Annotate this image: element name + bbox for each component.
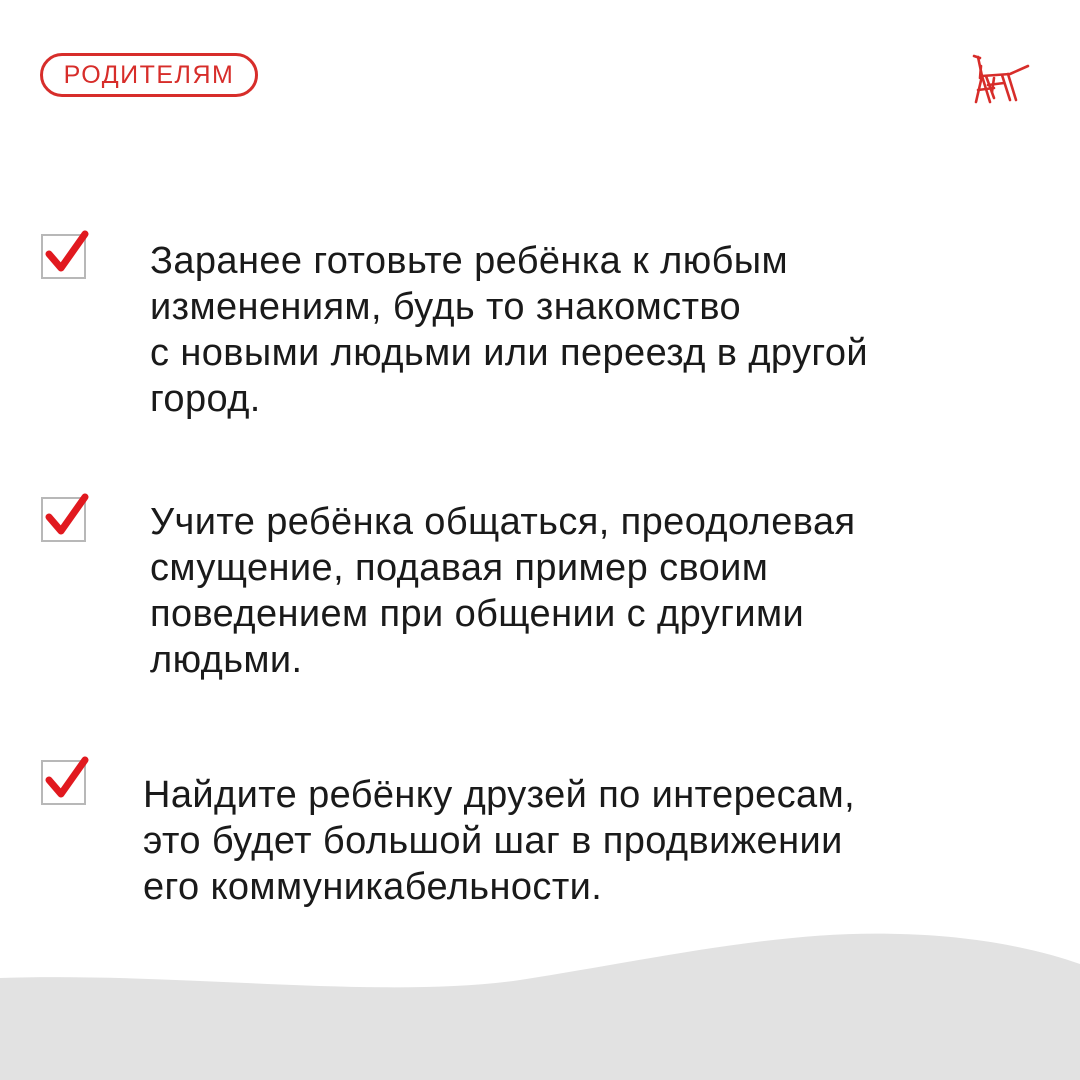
item-text-line: людьми. (150, 639, 303, 681)
checkbox[interactable] (41, 497, 86, 542)
chair-logo-icon (968, 52, 1032, 104)
checkmark-icon (41, 754, 93, 806)
checkmark-icon (41, 228, 93, 280)
item-text (150, 499, 855, 683)
checkbox[interactable] (41, 234, 86, 279)
checkmark-icon (41, 491, 93, 543)
item-text-line: это будет большой шаг в продвижении (143, 820, 843, 862)
item-text (143, 772, 855, 910)
item-text-line: с новыми людьми или переезд в другой (150, 332, 868, 374)
item-text-line: смущение, подавая пример своим (150, 547, 769, 589)
item-text-line: Учите ребёнка общаться, преодолевая (150, 501, 856, 543)
item-text-line: Заранее готовьте ребёнка к любым (150, 240, 789, 282)
item-text-line: изменениям, будь то знакомство (150, 286, 742, 328)
checkbox[interactable] (41, 760, 86, 805)
item-text-line: Найдите ребёнку друзей по интересам, (143, 774, 856, 816)
item-text (150, 238, 868, 422)
item-text-line: город. (150, 378, 261, 420)
category-tag-label: РОДИТЕЛЯМ (63, 60, 235, 89)
item-text-line: поведением при общении с другими (150, 593, 805, 635)
item-text-line: его коммуникабельности. (143, 866, 603, 908)
category-tag (40, 53, 258, 97)
bottom-wave-decoration (0, 920, 1080, 1080)
